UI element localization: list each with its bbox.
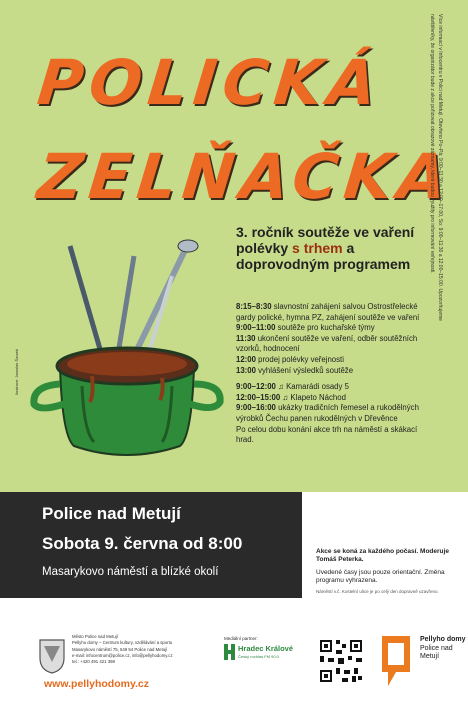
pellyho-domy-name: Pellyho domy Police nad Metují [420,636,466,660]
schedule-item: 12:00 prodej polévky veřejnosti [236,354,344,364]
event-place: Police nad Metují [42,504,181,523]
event-info-band [0,492,302,598]
side-note [420,14,444,344]
title-line-2: ZELŇAČKA [34,140,457,213]
event-date: Sobota 9. června od 8:00 [42,534,243,553]
illustration-credit: Ilustrace: Jaroslav Šourek [14,348,19,395]
radio-sub: Český rozhlas FM 90.0 [238,654,279,659]
schedule [236,302,420,446]
radio-logo-icon [224,644,235,660]
notes [316,548,456,595]
schedule-item: 13:00 vyhlášení výsledků soutěže [236,365,354,375]
schedule-item: 12:00–15:00 ♫ Klapeto Náchod [236,392,346,402]
side-note-text: Více informací v Infocentru v Polici nad Metují. Otevřeno Po–Pá: 9:00–11:30 a 12:00–17:00, So: 9:00–11:30 a 12:00–15:00. Upozorňujeme návštěvníky, že organizátor bude z akce pořizovat obrazové záznamy, které budou využity pro informování veřejnosti. [429,14,443,321]
organizer-info: Město Police nad Metují Pellyho domy – Centrum kultury, vzdělávání a sportu Masarykovo náměstí 75, 549 54 Police nad Metují e-mail: infocentrum@police.cz, info@pellyhodomy.cz tel.: +420 491 421 398 [72,634,173,665]
radio-name: Hradec Králové [238,644,294,653]
footer [0,620,468,710]
times-note: Uvedené časy jsou pouze orientační. Změna programu vyhrazena. [316,569,445,584]
pellyho-domy-logo-icon [376,632,416,690]
schedule-item: 11:30 ukončení soutěže ve vaření, odběr soutěžních vzorků, hodnocení [236,333,418,354]
schedule-item: Po celou dobu konání akce trh na náměstí a skákací hrad. [236,424,418,445]
title-line-1: POLICKÁ [34,46,387,119]
weather-note: Akce se koná za každého počasí. Moderuje Tomáš Peterka. [316,548,449,563]
media-partner-label: Mediální partner: [224,636,258,641]
website-link[interactable]: www.pellyhodomy.cz [44,678,150,690]
lead-text [236,224,416,272]
schedule-item: 8:15–8:30 slavnostní zahájení salvou Ostrostřelecké gardy polické, hymna PZ, zahájení soutěže ve vaření [236,302,420,322]
town-crest-icon [38,638,66,674]
schedule-item: 9:00–11:00 soutěže pro kuchařské týmy [236,323,375,333]
qr-code-icon [318,638,364,684]
lead-part-1: 3. ročník soutěže ve vaření polévky [236,224,415,256]
soup-pot-illustration [22,236,232,466]
lead-emphasis: s trhem [292,240,343,256]
schedule-item: 9:00–16:00 ukázky tradičních řemesel a rukodělných výrobků Čechu panen rukodělných v Dřevěnce [236,403,419,423]
traffic-note: Náměstí v.č. Kostelní ulice je po celý den dopravně uzavřeno. [316,589,439,594]
lead-part-2: a doprovodným programem [236,240,411,272]
schedule-item: 9:00–12:00 ♫ Kamarádi osady 5 [236,382,349,392]
event-venue: Masarykovo náměstí a blízké okolí [42,566,219,578]
